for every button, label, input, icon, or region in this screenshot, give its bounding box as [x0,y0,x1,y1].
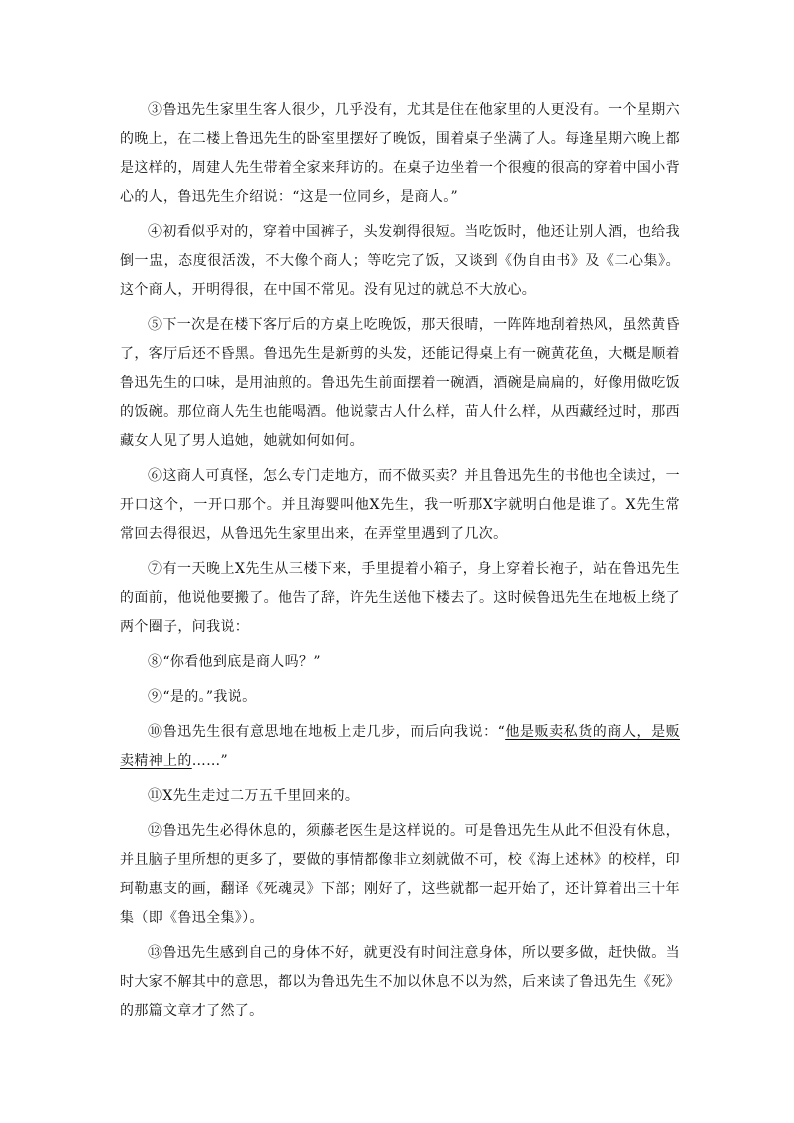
paragraph-10-prefix: ⑩鲁迅先生很有意思地在地板上走几步，而后向我说：“ [148,724,506,740]
paragraph-10-suffix: ……” [191,753,228,769]
paragraph-11: ⑪X先生走过二万五千里回来的。 [148,788,360,804]
paragraph-6: ⑥这商人可真怪，怎么专门走地方，而不做买卖？并且鲁迅先生的书他也全读过，一开口这个，一开口那个。并且海婴叫他X先生，我一听那X字就明白他是谁了。X先生常常回去得很迟，从鲁迅先生家里出来，在弄堂里遇到了几次。 [120,468,680,542]
paragraph-4: ④初看似乎对的，穿着中国裤子，头发剃得很短。当吃饭时，他还让别人酒，也给我倒一盅，态度很活泼，不大像个商人；等吃完了饭，又谈到《伪自由书》及《二心集》。这个商人，开明得很，在中国不常见。没有见过的就总不大放心。 [120,224,680,298]
underlined-quote: 他是贩卖私货的商人，是贩卖精神上的 [120,724,681,769]
paragraph-7: ⑦有一天晚上X先生从三楼下来，手里提着小箱子，身上穿着长袍子，站在鲁迅先生的面前，他说他要搬了。他告了辞，许先生送他下楼去了。这时候鲁迅先生在地板上绕了两个圈子，问我说： [120,561,680,635]
paragraph-8: ⑧“你看他到底是商人吗？” [148,654,321,670]
paragraph-12: ⑫鲁迅先生必得休息的，须藤老医生是这样说的。可是鲁迅先生从此不但没有休息，并且脑子里所想的更多了，要做的事情都像非立刻就做不可，校《海上述林》的校样，印珂勒惠支的画，翻译《死魂灵》下部；刚好了，这些就都一起开始了，还计算着出三十年集（即《鲁迅全集》）。 [120,823,680,926]
paragraph-10 [120,718,680,776]
article-body [120,96,680,1032]
paragraph-5: ⑤下一次是在楼下客厅后的方桌上吃晚饭，那天很晴，一阵阵地刮着热风，虽然黄昏了，客厅后还不昏黑。鲁迅先生是新剪的头发，还能记得桌上有一碗黄花鱼，大概是顺着鲁迅先生的口味，是用油煎的。鲁迅先生前面摆着一碗酒，酒碗是扁扁的，好像用做吃饭的饭碗。那位商人先生也能喝酒。他说蒙古人什么样，苗人什么样，从西藏经过时，那西藏女人见了男人追她，她就如何如何。 [120,317,680,449]
paragraph-3: ③鲁迅先生家里生客人很少，几乎没有，尤其是住在他家里的人更没有。一个星期六的晚上，在二楼上鲁迅先生的卧室里摆好了晚饭，围着桌子坐满了人。每逢星期六晚上都是这样的，周建人先生带着全家来拜访的。在桌子边坐着一个很瘦的很高的穿着中国小背心的人，鲁迅先生介绍说：“这是一位同乡，是商人。” [120,102,680,205]
paragraph-9: ⑨“是的。”我说。 [148,689,257,705]
paragraph-13: ⑬鲁迅先生感到自己的身体不好，就更没有时间注意身体，所以要多做，赶快做。当时大家不解其中的意思，都以为鲁迅先生不加以休息不以为然，后来读了鲁迅先生《死》的那篇文章才了然了。 [120,945,680,1019]
